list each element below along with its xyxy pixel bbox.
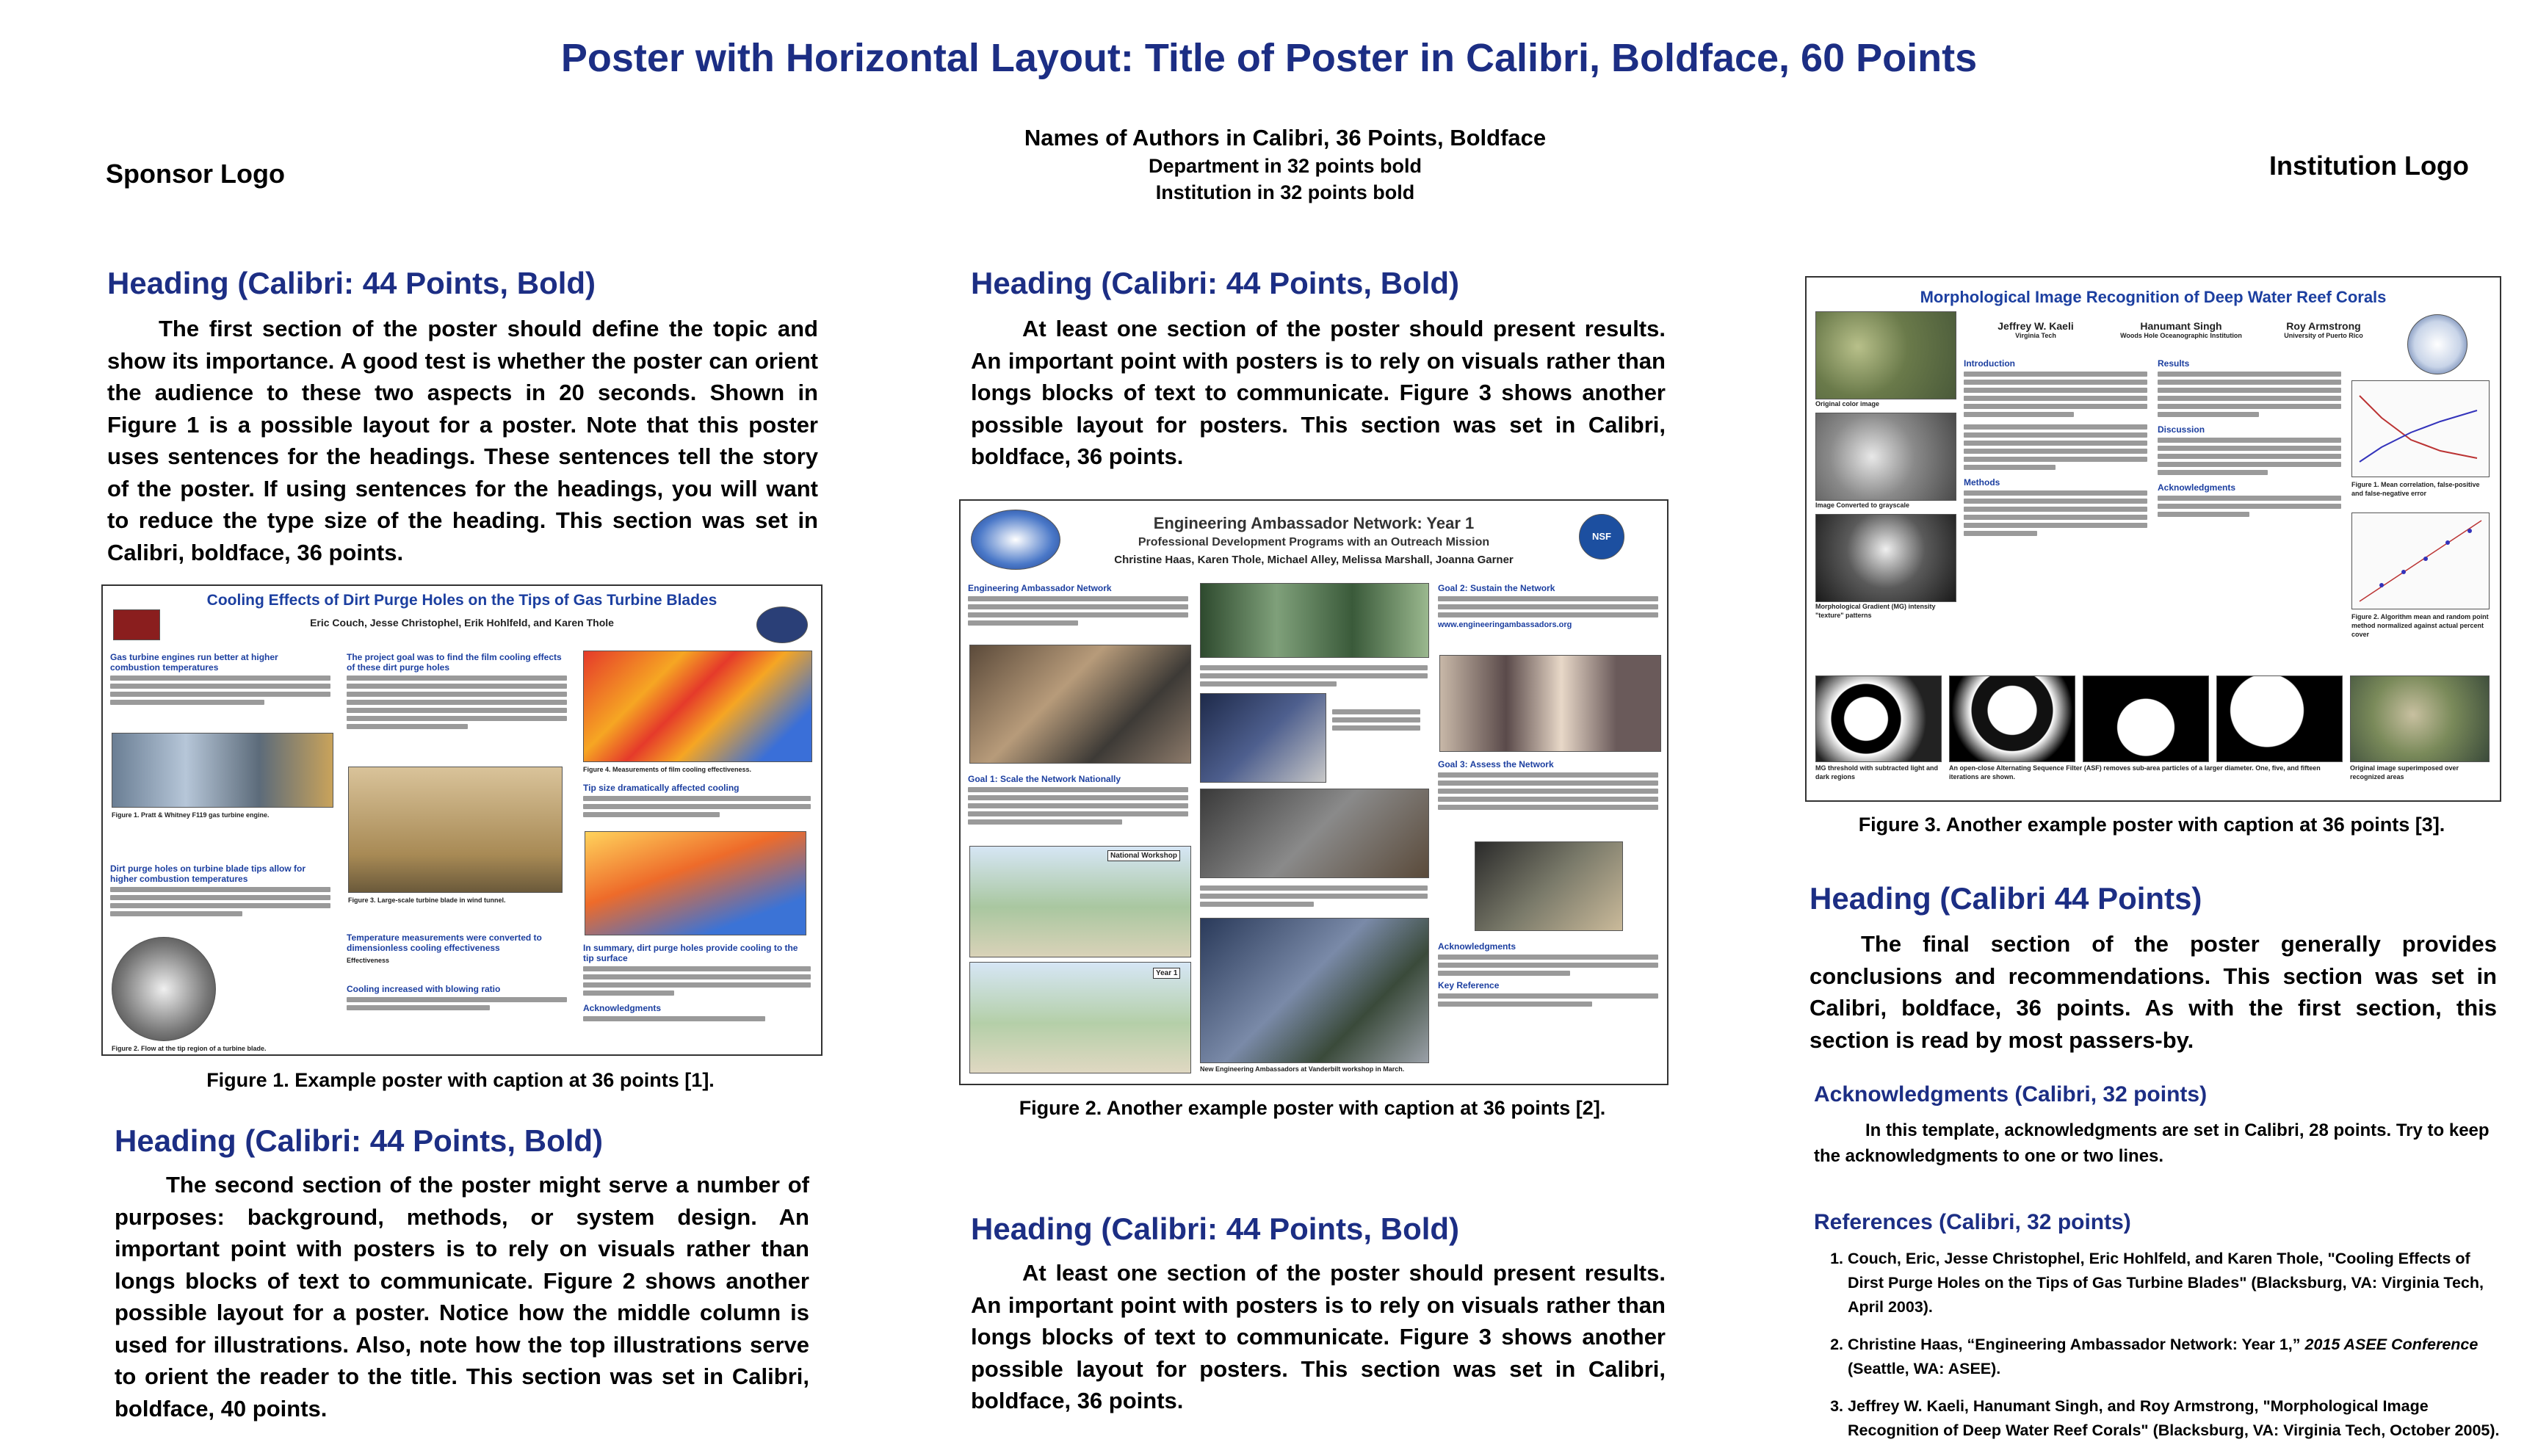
- fig2-right-col-b: [1438, 759, 1658, 813]
- fig2-subtitle: Professional Development Programs with an Outreach Mission: [1138, 536, 1490, 548]
- fig3-strip-image-5: [2350, 676, 2490, 762]
- fig3-strip-image-4: [2216, 676, 2343, 762]
- reference-item: 1. Couch, Eric, Jesse Christophel, Eric Hohlfeld, and Karen Thole, "Cooling Effects of Dirst Purge Holes on the Tips of Gas Turbine Blades" (Blacksburg, VA: Virginia Tech, April 2003).: [1848, 1247, 2509, 1319]
- fig2-right-heading-1: Goal 2: Sustain the Network: [1438, 583, 1555, 593]
- fig1-col1-caption: Figure 1. Pratt & Whitney F119 gas turbine engine.: [112, 811, 270, 819]
- fig1-authors: Eric Couch, Jesse Christophel, Erik Hohlfeld, and Karen Thole: [310, 617, 614, 629]
- figure-3-poster: [1805, 276, 2501, 802]
- fig3-logo: [2407, 314, 2468, 374]
- fig3-strip-caption-1: MG threshold with subtracted light and dark regions: [1815, 764, 1939, 780]
- references-heading: References (Calibri, 32 points): [1814, 1210, 2131, 1234]
- fig3-strip-caption-2: An open-close Alternating Sequence Filter (ASF) removes sub-area particles of a larger diameter. One, five, and fifteen iterations are shown.: [1949, 764, 2321, 780]
- middle-heading-1: Heading (Calibri: 44 Points, Bold): [971, 266, 1460, 300]
- fig2-group-photo-1: [1200, 583, 1429, 658]
- fig3-author-2: Hanumant Singh: [2140, 320, 2222, 332]
- fig1-col2-heading-2: Temperature measurements were converted to dimensionless cooling effectiveness: [347, 932, 542, 953]
- middle-body-2: At least one section of the poster should present results. An important point with posters is to rely on visuals rather than longs blocks of text to communicate. Figure 3 shows another possible layout for posters. This section was set in Calibri, boldface, 36 points.: [971, 1260, 1666, 1413]
- fig3-chart-1: [2351, 380, 2490, 477]
- fig3-results-heading: Results: [2158, 358, 2190, 369]
- fig2-left-heading-1: Engineering Ambassador Network: [968, 583, 1112, 593]
- references-list: [1814, 1247, 2509, 1456]
- fig1-wind-tunnel-photo: [348, 767, 563, 893]
- figure-2-caption: Figure 2. Another example poster with caption at 36 points [2].: [1019, 1097, 1606, 1119]
- fig3-inst-3: University of Puerto Rico: [2284, 332, 2363, 339]
- fig1-tip-size-images: [585, 831, 806, 935]
- fig3-text-col-2: [2158, 358, 2341, 520]
- fig3-chart-2-caption: Figure 2. Algorithm mean and random point method normalized against actual percent cover: [2351, 613, 2489, 638]
- fig3-chart-2: [2351, 513, 2490, 609]
- fig2-right-col-c: [1438, 941, 1658, 1010]
- fig3-author-1: Jeffrey W. Kaeli: [1998, 320, 2074, 332]
- fig2-left-heading-2: Goal 1: Scale the Network Nationally: [968, 774, 1121, 784]
- figure-2-poster: [959, 499, 1668, 1085]
- figure-1-caption: Figure 1. Example poster with caption at 36 points [1].: [206, 1069, 715, 1091]
- fig3-text-col-1: [1964, 358, 2147, 539]
- fig3-discussion-heading: Discussion: [2158, 424, 2205, 435]
- fig2-class-photo: [1475, 841, 1623, 931]
- fig2-left-col: [968, 583, 1188, 629]
- department: Department in 32 points bold: [1148, 155, 1422, 177]
- fig1-effectiveness-label: Effectiveness: [347, 957, 390, 964]
- fig2-presentation-photo: [1200, 693, 1326, 783]
- middle-heading-2: Heading (Calibri: 44 Points, Bold): [971, 1211, 1460, 1246]
- fig3-chart-2-point: [2423, 557, 2428, 561]
- acknowledgments-text: In this template, acknowledgments are set in Calibri, 28 points. Try to keep the acknowledgments to one or two lines.: [1814, 1120, 2490, 1166]
- fig3-inst-2: Woods Hole Oceanographic Institution: [2120, 332, 2242, 339]
- fig2-ambassadors-photo: [1200, 918, 1429, 1063]
- fig2-mid-text-3: [1200, 883, 1428, 910]
- fig1-blade-diagram: [112, 937, 216, 1041]
- fig3-strip-image-1: [1815, 676, 1942, 762]
- fig1-title: Cooling Effects of Dirt Purge Holes on the Tips of Gas Turbine Blades: [206, 592, 717, 609]
- figure-3-caption: Figure 3. Another example poster with caption at 36 points [3].: [1858, 814, 2445, 836]
- acknowledgments-heading: Acknowledgments (Calibri, 32 points): [1814, 1082, 2208, 1107]
- fig3-title: Morphological Image Recognition of Deep Water Reef Corals: [1920, 288, 2387, 306]
- middle-body-1: At least one section of the poster should present results. An important point with posters is to rely on visuals rather than longs blocks of text to communicate. Figure 3 shows another possible layout for posters. This section was set in Calibri, boldface, 36 points.: [971, 316, 1666, 469]
- fig2-url-link: www.engineeringambassadors.org: [1438, 620, 1572, 629]
- fig1-col-3b: [583, 943, 811, 1024]
- institution: Institution in 32 points bold: [1155, 181, 1415, 203]
- fig3-img3-caption: Morphological Gradient (MG) intensity "texture" patterns: [1815, 603, 1936, 619]
- fig3-img1-caption: Original color image: [1815, 400, 1880, 408]
- fig2-mid-caption: New Engineering Ambassadors at Vanderbilt workshop in March.: [1200, 1065, 1405, 1073]
- fig2-right-heading-2: Goal 3: Assess the Network: [1438, 759, 1554, 769]
- fig1-col3-heading-3: Acknowledgments: [583, 1003, 662, 1013]
- fig3-chart-1-plot: [2352, 381, 2489, 477]
- right-body: The final section of the poster generally provides conclusions and recommendations. This section was set in Calibri, boldface, 36 points. As with the first section, this section is read by most passers-by.: [1810, 931, 2497, 1053]
- fig3-author-1-block: [1970, 320, 2102, 339]
- fig3-strip-image-3: [2083, 676, 2209, 762]
- fig1-col2-heading-1: The project goal was to find the film cooling effects of these dirt purge holes: [347, 652, 562, 673]
- fig3-chart-2-point: [2445, 540, 2450, 545]
- fig3-chart-2-point: [2379, 583, 2384, 587]
- fig3-ack-heading: Acknowledgments: [2158, 482, 2236, 493]
- left-body-1: The first section of the poster should define the topic and show its importance. A good test is whether the poster can orient the audience to these two aspects in 20 seconds. Shown in Figure 1 is a possible layout for a poster. Note that this poster uses sentences for the headings. These sentences tell the story of the poster. If using sentences for the headings, you will want to reduce the type size of the heading. This section was set in Calibri, boldface, 36 points.: [107, 316, 818, 565]
- fig2-us-map-1: [969, 846, 1191, 957]
- fig3-strip-caption-3: Original image superimposed over recognized areas: [2350, 764, 2459, 780]
- fig2-right-col: [1438, 583, 1658, 629]
- left-heading-1: Heading (Calibri: 44 Points, Bold): [107, 266, 596, 300]
- fig1-effectiveness-contours: [583, 651, 812, 762]
- figure-1-poster: [101, 584, 822, 1056]
- reference-text: Christine Haas, “Engineering Ambassador Network: Year 1,”: [1848, 1336, 2305, 1353]
- fig1-col3-caption: Figure 4. Measurements of film cooling effectiveness.: [583, 766, 752, 773]
- fig3-img2-caption: Image Converted to grayscale: [1815, 501, 1910, 509]
- fig1-col1-caption-2: Figure 2. Flow at the tip region of a turbine blade.: [112, 1045, 267, 1052]
- fig1-engine-image: [112, 733, 333, 808]
- fig2-workshop-photo: [1200, 789, 1429, 878]
- fig3-color-image: [1815, 311, 1956, 399]
- fig3-chart-1-caption: Figure 1. Mean correlation, false-positive and false-negative error: [2351, 481, 2480, 497]
- fig2-nsf-logo: NSF: [1579, 514, 1624, 559]
- fig3-grayscale-image: [1815, 413, 1956, 501]
- fig3-chart-2-point: [2468, 529, 2472, 533]
- reference-venue: 2015 ASEE Conference: [2304, 1336, 2479, 1353]
- fig3-inst-1: Virginia Tech: [2015, 332, 2056, 339]
- fig3-chart-1-line-a: [2360, 396, 2477, 458]
- fig3-chart-2-point: [2401, 570, 2406, 574]
- fig2-mid-text-2: [1332, 706, 1420, 734]
- right-heading: Heading (Calibri 44 Points): [1810, 881, 2202, 916]
- fig2-map-label: National Workshop: [1107, 850, 1180, 861]
- left-body-2: The second section of the poster might serve a number of purposes: background, methods, or system design. An important point with posters is to rely on visuals rather than longs blocks of text to communicate. Figure 2 shows another possible layout for a poster. Notice how the middle column is used for illustrations. Also, note how the top illustrations serve to orient the reader to the title. This section was set in Calibri, boldface, 40 points.: [115, 1172, 809, 1421]
- fig1-col2-caption: Figure 3. Large-scale turbine blade in wind tunnel.: [348, 897, 506, 904]
- fig2-left-col-b: [968, 774, 1188, 827]
- fig1-col-2b: [347, 932, 567, 1013]
- fig1-col-3: [583, 783, 811, 820]
- fig2-left-photos: [969, 645, 1191, 764]
- institution-logo: Institution Logo: [2269, 151, 2469, 181]
- fig3-chart-2-plot: [2352, 513, 2489, 609]
- fig1-col1-heading-2: Dirt purge holes on turbine blade tips allow for higher combustion temperatures: [110, 863, 306, 884]
- fig1-col3-heading-2: In summary, dirt purge holes provide cooling to the tip surface: [583, 943, 798, 963]
- fig2-authors: Christine Haas, Karen Thole, Michael Alley, Melissa Marshall, Joanna Garner: [1114, 554, 1514, 566]
- fig3-methods-heading: Methods: [1964, 477, 2000, 488]
- fig1-col-1b: [110, 863, 330, 919]
- author-block: [808, 123, 1762, 206]
- fig3-gradient-image: [1815, 514, 1956, 602]
- sponsor-logo: Sponsor Logo: [106, 159, 285, 189]
- fig3-strip-image-2: [1949, 676, 2075, 762]
- fig2-right-heading-3: Acknowledgments: [1438, 941, 1516, 952]
- fig3-chart-2-fit: [2360, 521, 2481, 601]
- fig1-logo-left: [113, 609, 160, 640]
- fig1-col2-heading-3: Cooling increased with blowing ratio: [347, 984, 501, 994]
- fig1-col-1: [110, 652, 330, 708]
- fig2-mid-text-1: [1200, 662, 1428, 689]
- fig3-intro-heading: Introduction: [1964, 358, 2015, 369]
- fig1-col1-heading-1: Gas turbine engines run better at higher combustion temperatures: [110, 652, 278, 673]
- reference-text: (Seattle, WA: ASEE).: [1848, 1360, 2001, 1377]
- author-names: Names of Authors in Calibri, 36 Points, Boldface: [1024, 125, 1547, 151]
- poster-title: Poster with Horizontal Layout: Title of Poster in Calibri, Boldface, 60 Points: [560, 36, 1978, 80]
- left-heading-2: Heading (Calibri: 44 Points, Bold): [115, 1123, 604, 1158]
- fig2-map-legend: Year 1: [1153, 968, 1180, 979]
- fig3-author-3-block: [2257, 320, 2390, 339]
- reference-item: [1848, 1333, 2509, 1381]
- fig3-author-3: Roy Armstrong: [2286, 320, 2361, 332]
- fig1-col-2: [347, 652, 567, 732]
- fig2-video-stills: [1439, 655, 1661, 752]
- fig2-right-heading-4: Key Reference: [1438, 980, 1500, 990]
- reference-item: 3. Jeffrey W. Kaeli, Hanumant Singh, and Roy Armstrong, "Morphological Image Recognition of Deep Water Reef Corals" (Blacksburg, VA: Virginia Tech, October 2005).: [1848, 1394, 2509, 1443]
- fig2-title: Engineering Ambassador Network: Year 1: [1153, 514, 1475, 532]
- fig1-logo-right: [756, 606, 808, 643]
- fig1-col3-heading-1: Tip size dramatically affected cooling: [583, 783, 740, 793]
- fig3-author-2-block: [2108, 320, 2255, 339]
